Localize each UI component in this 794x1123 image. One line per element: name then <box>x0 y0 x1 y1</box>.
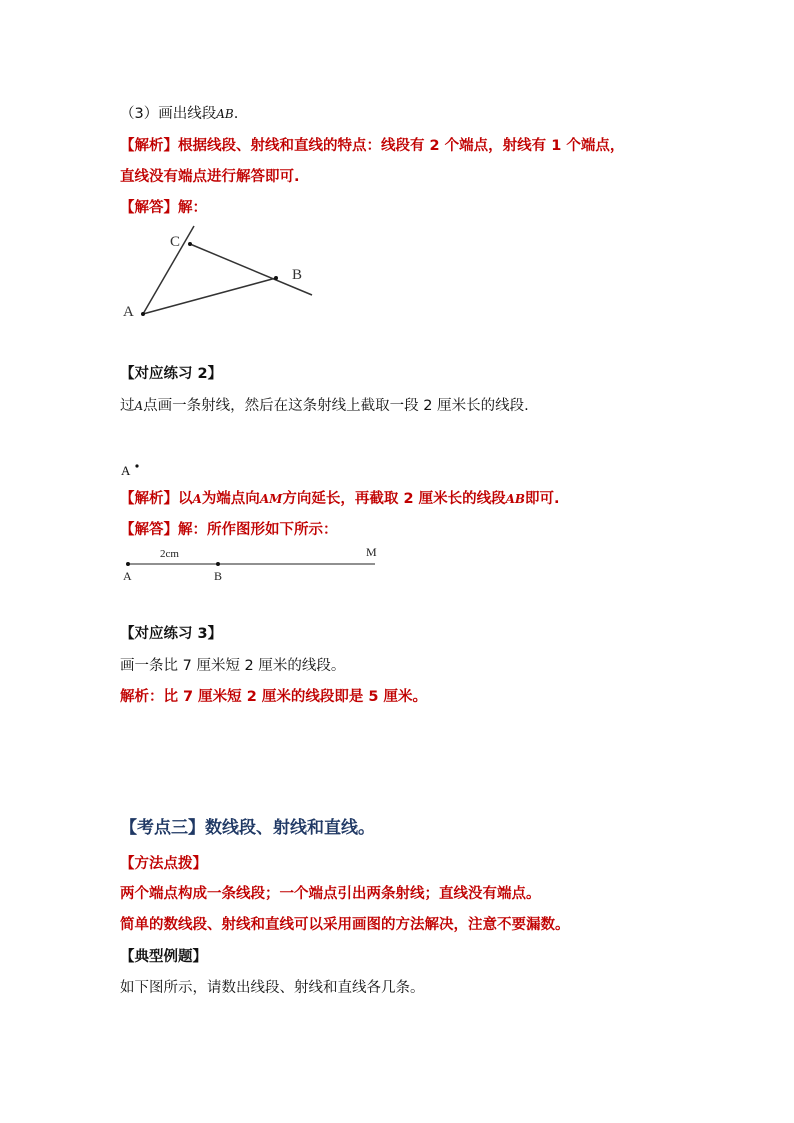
triangle-figure <box>118 222 318 322</box>
practice-3-title: 【对应练习 3】 <box>120 626 223 642</box>
practice-3-analysis: 解析：比 7 厘米短 2 厘米的线段即是 5 厘米。 <box>120 689 428 705</box>
practice-2-q-suffix: 点画一条射线，然后在这条射线上截取一段 2 厘米长的线段. <box>143 398 529 414</box>
point-b2 <box>216 562 220 566</box>
label-c: C <box>170 234 181 250</box>
analysis-1: 【解析】根据线段、射线和直线的特点：线段有 2 个端点，射线有 1 个端点， <box>120 138 625 154</box>
question-3 <box>120 102 238 123</box>
practice-2-analysis-var1: A <box>192 492 202 506</box>
practice-2-analysis <box>120 487 560 508</box>
example-title: 【典型例题】 <box>120 949 207 965</box>
practice-2-question <box>120 394 529 415</box>
question-3-var: AB <box>216 107 234 121</box>
answer-label-1: 【解答】解： <box>120 200 207 216</box>
point-a <box>141 312 145 316</box>
ray-figure <box>120 542 390 584</box>
practice-2-analysis-var2: AM <box>259 492 283 506</box>
practice-2-analysis-mid1: 为端点向 <box>201 491 260 507</box>
practice-2-analysis-prefix: 【解析】以 <box>120 491 193 507</box>
question-3-suffix: . <box>233 106 239 122</box>
practice-2-q-var: A <box>134 399 144 413</box>
label-a: A <box>123 304 134 320</box>
practice-3-question: 画一条比 7 厘米短 2 厘米的线段。 <box>120 658 346 674</box>
line-through-c <box>143 226 194 314</box>
practice-2-answer: 【解答】解：所作图形如下所示： <box>120 522 338 538</box>
question-3-prefix: （3）画出线段 <box>120 106 217 122</box>
method-line-2: 简单的数线段、射线和直线可以采用画图的方法解决，注意不要漏数。 <box>120 917 570 933</box>
method-line-1: 两个端点构成一条线段；一个端点引出两条射线；直线没有端点。 <box>120 886 541 902</box>
point-c <box>188 242 192 246</box>
practice-2-analysis-suffix: 即可. <box>525 491 560 507</box>
practice-2-title: 【对应练习 2】 <box>120 366 223 382</box>
practice-2-analysis-mid2: 方向延长，再截取 2 厘米长的线段 <box>282 491 506 507</box>
label-m: M <box>366 545 377 559</box>
analysis-1-cont: 直线没有端点进行解答即可. <box>120 169 300 185</box>
example-question: 如下图所示，请数出线段、射线和直线各几条。 <box>120 980 425 996</box>
method-title: 【方法点拨】 <box>120 856 207 872</box>
label-b: B <box>292 267 303 283</box>
segment-ab <box>143 278 276 314</box>
point-a-dot <box>135 464 138 467</box>
point-a2 <box>126 562 130 566</box>
length-label: 2cm <box>160 548 179 560</box>
practice-2-q-prefix: 过 <box>120 398 135 414</box>
label-a2: A <box>123 569 132 583</box>
label-b2: B <box>214 569 223 583</box>
point-a-label: A <box>121 463 131 478</box>
point-a-figure <box>120 460 150 480</box>
point-b <box>274 276 278 280</box>
practice-2-analysis-var3: AB <box>505 492 526 506</box>
section-heading: 【考点三】数线段、射线和直线。 <box>120 818 375 838</box>
